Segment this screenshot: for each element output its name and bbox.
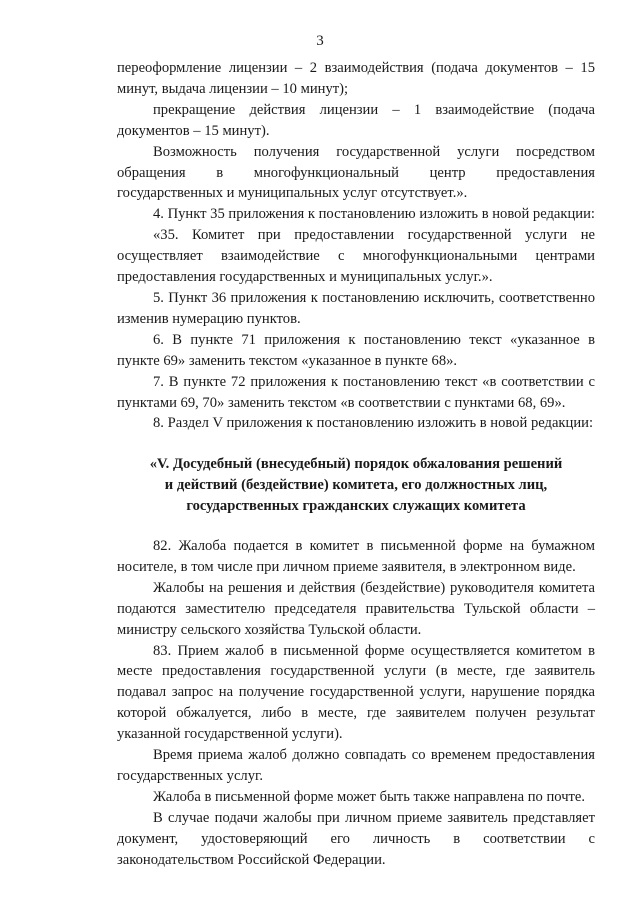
section-heading-line: государственных гражданских служащих комитета: [186, 498, 526, 515]
paragraph: 4. Пункт 35 приложения к постановлению изложить в новой редакции:: [153, 206, 595, 223]
paragraph: 83. Прием жалоб в письменной форме осуществляется комитетом в месте предоставления государственной услуги (в месте, где заявитель подавал запрос на получение государственной услуги, нарушение порядка которой обжалуется, либо в месте, где заявителем получен результат указанной государственной услуги).: [117, 642, 595, 743]
paragraph: прекращение действия лицензии – 1 взаимодействие (подача документов – 15 минут).: [117, 101, 595, 139]
paragraph: Время приема жалоб должно совпадать со временем предоставления государственных услуг.: [117, 747, 595, 784]
paragraph: Жалоба в письменной форме может быть также направлена по почте.: [153, 788, 586, 805]
page-number: 3: [316, 33, 324, 49]
paragraph: 8. Раздел V приложения к постановлению изложить в новой редакции:: [153, 415, 593, 432]
paragraph: В случае подачи жалобы при личном приеме заявитель представляет документ, удостоверяющий его личность в соответствии с законодательством Российской Федерации.: [117, 809, 595, 868]
paragraph: 5. Пункт 36 приложения к постановлению исключить, соответственно изменив нумерацию пунктов.: [117, 289, 595, 327]
paragraph: Возможность получения государственной услуги посредством обращения в многофункциональный центр предоставления государственных и муниципальных услуг отсутствует.».: [117, 143, 595, 202]
paragraph: Жалобы на решения и действия (бездействие) руководителя комитета подаются заместителю председателя правительства Тульской области – министру сельского хозяйства Тульской области.: [117, 579, 595, 638]
paragraph: 6. В пункте 71 приложения к постановлению текст «указанное в пункте 69» заменить текстом «указанное в пункте 68».: [117, 331, 595, 369]
paragraph: переоформление лицензии – 2 взаимодействия (подача документов – 15 минут, выдача лицензии – 10 минут);: [117, 60, 595, 97]
paragraph: 7. В пункте 72 приложения к постановлению текст «в соответствии с пунктами 69, 70» заменить текстом «в соответствии с пунктами 68, 69».: [117, 373, 595, 411]
section-heading-line: и действий (бездействие) комитета, его должностных лиц,: [164, 477, 548, 494]
section-heading-line: «V. Досудебный (внесудебный) порядок обжалования решений: [149, 456, 563, 473]
paragraph: «35. Комитет при предоставлении государственной услуги не осуществляет взаимодействие с многофункциональными центрами предоставления государственных и муниципальных услуг.».: [117, 227, 595, 286]
paragraph: 82. Жалоба подается в комитет в письменной форме на бумажном носителе, в том числе при личном приеме заявителя, в электронном виде.: [117, 538, 595, 575]
section-heading: [117, 454, 595, 517]
document-body: [117, 58, 595, 871]
